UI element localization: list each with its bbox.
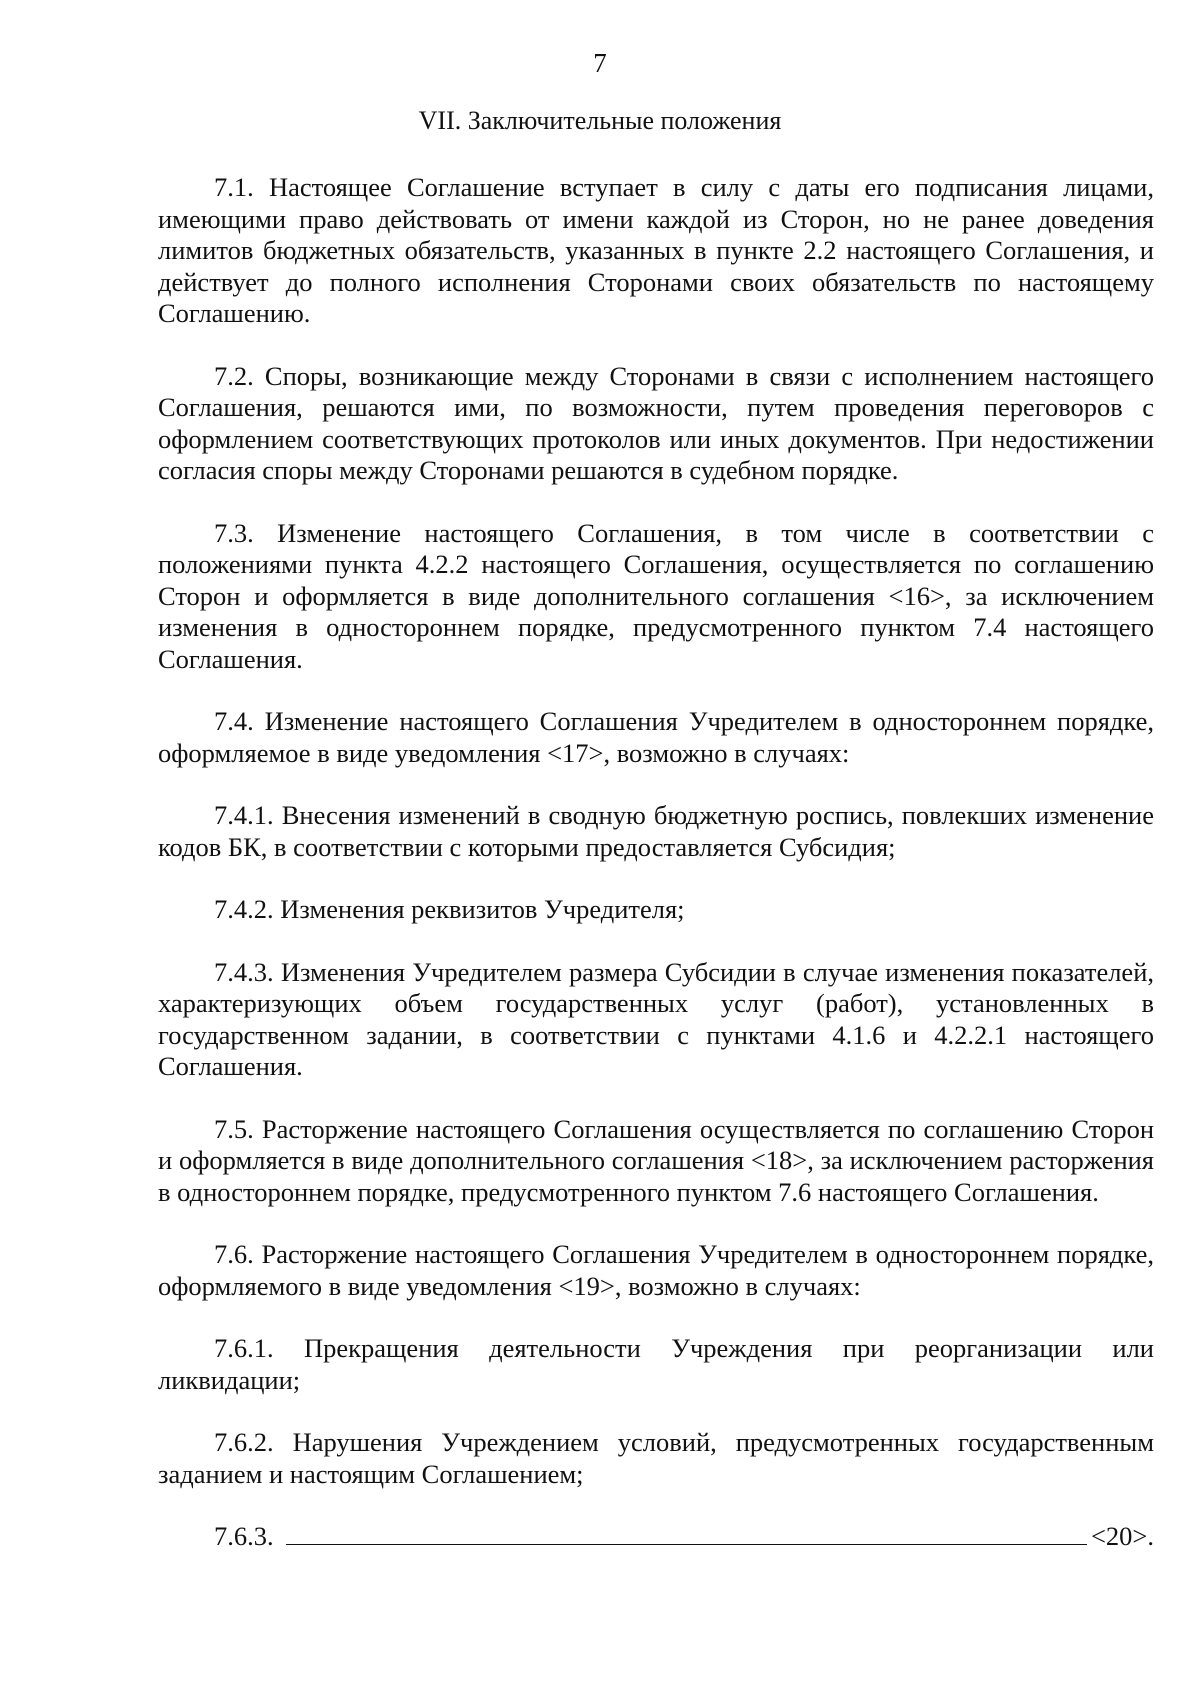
clause-7-6: 7.6. Расторжение настоящего Соглашения Учредителем в одностороннем порядке, оформляемого в виде уведомления <19>, возможно в случаях: xyxy=(158,1239,1154,1301)
page-number: 7 xyxy=(593,48,607,78)
clause-7-1: 7.1. Настоящее Соглашение вступает в силу с даты его подписания лицами, имеющими право действовать от имени каждой из Сторон, но не ранее доведения лимитов бюджетных обязательств, указанных в пункте 2.2 настоящего Соглашения, и действует до полного исполнения Сторонами своих обязательств по настоящему Соглашению. xyxy=(158,172,1154,328)
blank-fill-line xyxy=(286,1522,1087,1545)
clause-7-4-1: 7.4.1. Внесения изменений в сводную бюджетную роспись, повлекших изменение кодов БК, в соответствии с которыми предоставляется Субсидия; xyxy=(158,800,1154,862)
clause-7-6-2: 7.6.2. Нарушения Учреждением условий, предусмотренных государственным заданием и настоящим Соглашением; xyxy=(158,1427,1154,1489)
clause-7-4-3: 7.4.3. Изменения Учредителем размера Субсидии в случае изменения показателей, характеризующих объем государственных услуг (работ), установленных в государственном задании, в соответствии с пунктами 4.1.6 и 4.2.2.1 настоящего Соглашения. xyxy=(158,956,1154,1081)
clause-7-4-2: 7.4.2. Изменения реквизитов Учредителя; xyxy=(214,894,685,924)
clause-7-5: 7.5. Расторжение настоящего Соглашения осуществляется по соглашению Сторон и оформляется в виде дополнительного соглашения <18>, за исключением расторжения в одностороннем порядке, предусмотренного пунктом 7.6 настоящего Соглашения. xyxy=(158,1113,1154,1207)
clause-7-6-3 xyxy=(158,1521,1154,1553)
clause-7-2: 7.2. Споры, возникающие между Сторонами в связи с исполнением настоящего Соглашения, решаются ими, по возможности, путем проведения переговоров с оформлением соответствующих протоколов или иных документов. При недостижении согласия споры между Сторонами решаются в судебном порядке. xyxy=(158,360,1154,485)
clause-7-4: 7.4. Изменение настоящего Соглашения Учредителем в одностороннем порядке, оформляемое в виде уведомления <17>, возможно в случаях: xyxy=(158,706,1154,768)
clause-7-3: 7.3. Изменение настоящего Соглашения, в том числе в соответствии с положениями пункта 4.2.2 настоящего Соглашения, осуществляется по соглашению Сторон и оформляется в виде дополнительного соглашения <16>, за исключением изменения в одностороннем порядке, предусмотренного пунктом 7.4 настоящего Соглашения. xyxy=(158,517,1154,674)
clause-7-6-1: 7.6.1. Прекращения деятельности Учреждения при реорганизации или ликвидации; xyxy=(158,1333,1154,1395)
clause-7-6-3-label: 7.6.3. xyxy=(214,1521,274,1551)
document-body xyxy=(158,172,1154,1553)
section-title: VII. Заключительные положения xyxy=(418,106,782,135)
footnote-ref-20: <20>. xyxy=(1090,1521,1154,1551)
